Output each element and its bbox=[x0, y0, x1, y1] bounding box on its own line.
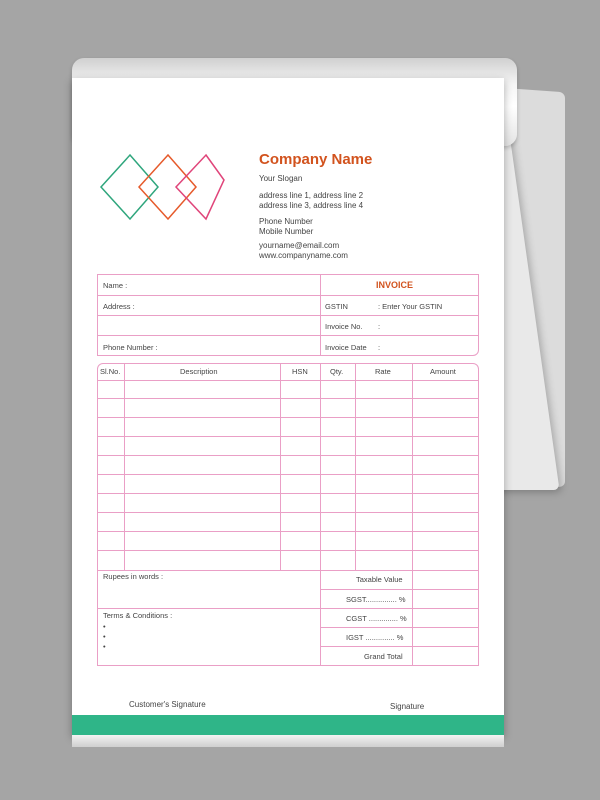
terms-label: Terms & Conditions : bbox=[103, 611, 173, 620]
invoice-date-label: Invoice Date bbox=[325, 343, 367, 352]
table-row-line bbox=[97, 512, 479, 513]
logo-diamond-orange bbox=[139, 155, 196, 219]
table-row-line bbox=[97, 398, 479, 399]
rupees-terms-line bbox=[97, 608, 320, 609]
customer-signature-label: Customer's Signature bbox=[129, 700, 206, 709]
col-header-qty: Qty. bbox=[330, 367, 344, 376]
col-header-rate: Rate bbox=[375, 367, 391, 376]
company-website: www.companyname.com bbox=[259, 251, 348, 260]
col-header-hsn: HSN bbox=[292, 367, 308, 376]
company-mobile: Mobile Number bbox=[259, 227, 314, 236]
invoice-date-colon: : bbox=[378, 343, 381, 352]
terms-bullet-1: • bbox=[103, 622, 106, 631]
table-row-line bbox=[97, 380, 479, 381]
totals-row-line bbox=[320, 646, 479, 647]
sgst-label: SGST............... % bbox=[346, 595, 406, 604]
taxable-value-label: Taxable Value bbox=[356, 575, 403, 584]
totals-divider bbox=[320, 570, 321, 666]
igst-label: IGST .............. % bbox=[346, 633, 404, 642]
col-divider bbox=[280, 363, 281, 571]
table-row-line bbox=[97, 417, 479, 418]
company-name: Company Name bbox=[259, 151, 373, 168]
company-logo bbox=[96, 150, 226, 230]
terms-bullet-3: • bbox=[103, 642, 106, 651]
invoice-title: INVOICE bbox=[376, 280, 414, 290]
gstin-label: GSTIN bbox=[325, 302, 348, 311]
table-row-line bbox=[97, 474, 479, 475]
col-header-amount: Amount bbox=[430, 367, 456, 376]
address-line-2: address line 3, address line 4 bbox=[259, 201, 364, 210]
table-row-line bbox=[97, 436, 479, 437]
info-row-line bbox=[97, 335, 479, 336]
col-divider bbox=[355, 363, 356, 571]
phone-label: Phone Number : bbox=[103, 343, 158, 352]
table-row-line bbox=[97, 455, 479, 456]
pad-bottom-edge bbox=[72, 735, 504, 747]
totals-row-line bbox=[320, 608, 479, 609]
col-divider bbox=[320, 363, 321, 571]
totals-row-line bbox=[320, 627, 479, 628]
totals-row-line bbox=[320, 589, 479, 590]
company-email: yourname@email.com bbox=[259, 241, 340, 250]
signature-label: Signature bbox=[390, 702, 425, 711]
col-header-description: Description bbox=[180, 367, 218, 376]
invoice-sheet bbox=[72, 78, 504, 735]
totals-divider bbox=[412, 570, 413, 666]
green-footer-band bbox=[72, 715, 504, 735]
info-row-line bbox=[97, 295, 479, 296]
address-label: Address : bbox=[103, 302, 135, 311]
col-header-slno: Sl.No. bbox=[100, 367, 121, 376]
company-phone: Phone Number bbox=[259, 217, 313, 226]
info-row-line bbox=[97, 315, 479, 316]
gstin-value: : Enter Your GSTIN bbox=[378, 302, 443, 311]
terms-bullet-2: • bbox=[103, 632, 106, 641]
items-table bbox=[97, 363, 479, 571]
cgst-label: CGST .............. % bbox=[346, 614, 407, 623]
invoice-no-colon: : bbox=[378, 322, 381, 331]
grand-total-label: Grand Total bbox=[364, 652, 403, 661]
table-row-line bbox=[97, 550, 479, 551]
col-divider bbox=[412, 363, 413, 571]
table-row-line bbox=[97, 493, 479, 494]
address-line-1: address line 1, address line 2 bbox=[259, 191, 364, 200]
logo-diamond-green bbox=[101, 155, 158, 219]
col-divider bbox=[124, 363, 125, 571]
invoice-no-label: Invoice No. bbox=[325, 322, 363, 331]
name-label: Name : bbox=[103, 281, 128, 290]
logo-diamond-pink bbox=[176, 155, 224, 219]
rupees-in-words-label: Rupees in words : bbox=[103, 572, 164, 581]
table-row-line bbox=[97, 531, 479, 532]
company-slogan: Your Slogan bbox=[259, 174, 303, 183]
